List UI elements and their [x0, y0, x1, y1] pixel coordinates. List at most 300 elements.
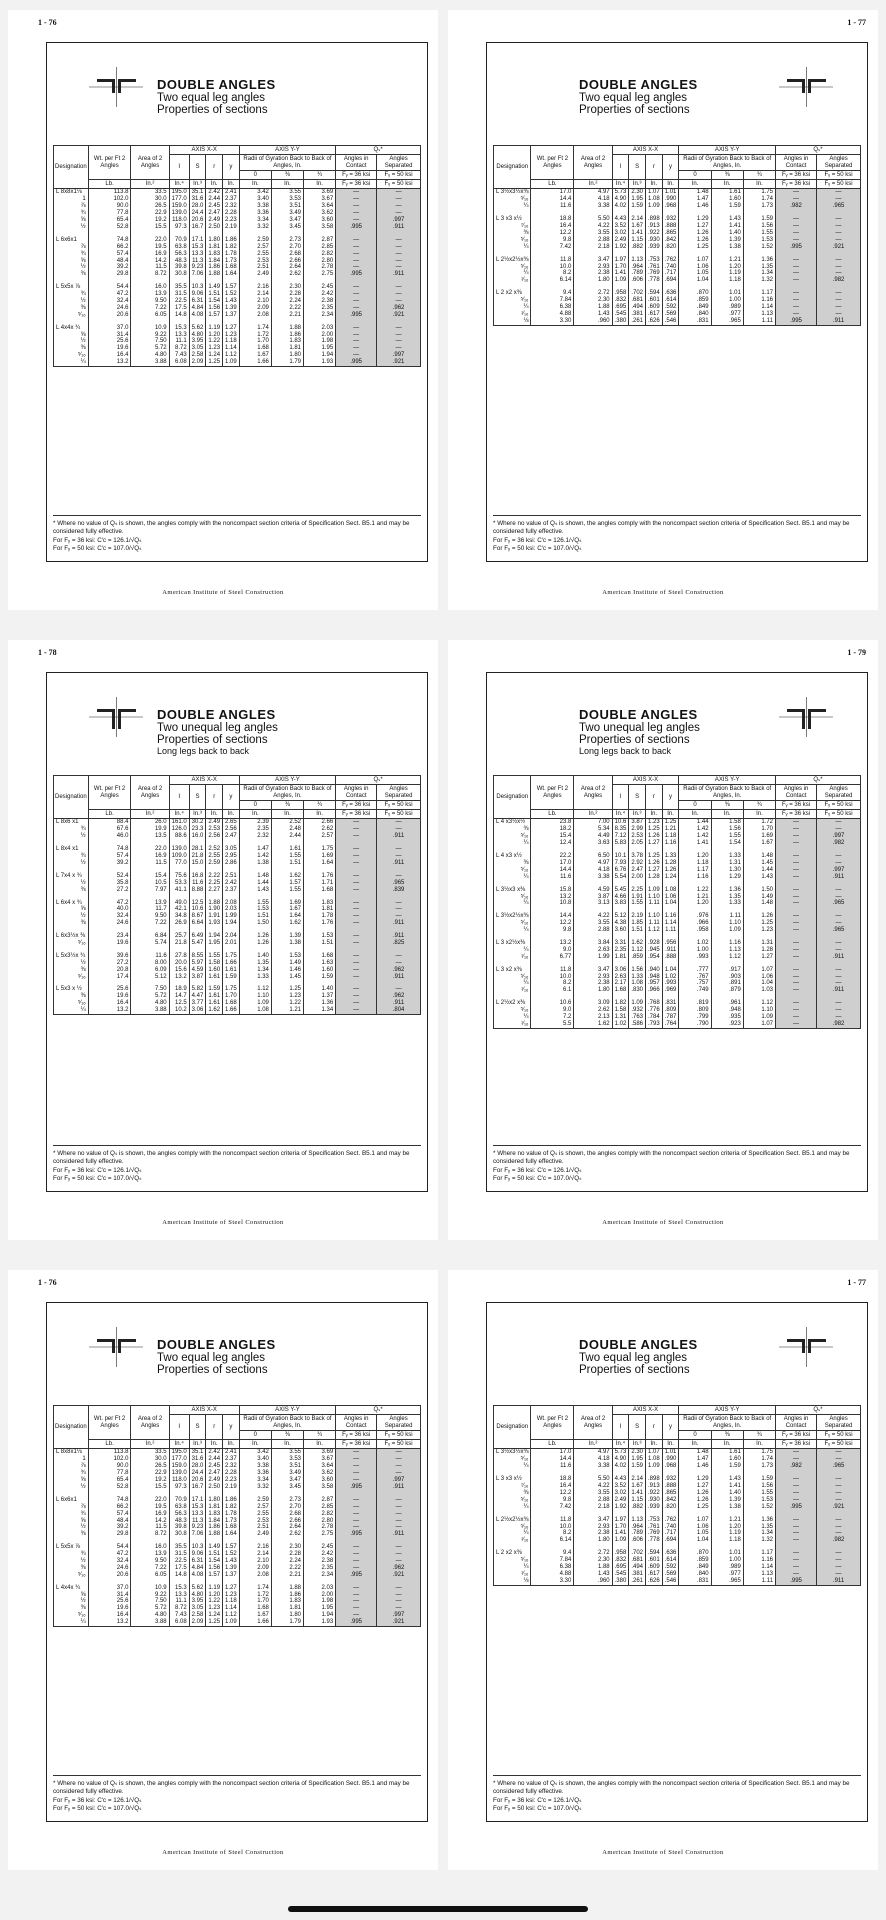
value-cell: 1.23 — [206, 1605, 223, 1612]
value-cell: .958 — [679, 927, 711, 934]
designation-cell: L 2 x2 x⅜ — [494, 1550, 531, 1557]
value-cell: .761 — [646, 1524, 663, 1531]
value-cell: 1.61 — [206, 974, 223, 981]
table-header-cell: In. — [711, 180, 743, 189]
value-cell: .993 — [662, 980, 679, 987]
value-cell: — — [336, 986, 377, 993]
value-cell: 6.76 — [612, 867, 629, 874]
value-cell: — — [776, 1000, 817, 1007]
value-cell: .995 — [776, 1504, 817, 1511]
value-cell: 1.76 — [304, 920, 336, 927]
table-row — [54, 1592, 421, 1599]
value-cell: 3.77 — [189, 1000, 206, 1007]
table-header-cell: Radii of Gyration Back to Back of Angles, In. — [239, 785, 335, 801]
value-cell: — — [817, 311, 861, 318]
value-cell: 1.14 — [223, 1605, 240, 1612]
value-cell: .261 — [629, 318, 646, 325]
value-cell: 14.4 — [531, 913, 574, 920]
value-cell: 19.6 — [88, 1605, 131, 1612]
value-cell: .982 — [817, 840, 861, 847]
value-cell: 4.97 — [574, 1449, 612, 1456]
table-header-cell: In. — [304, 1440, 336, 1449]
designation-cell: ⅜ — [54, 271, 89, 278]
value-cell: .997 — [377, 352, 421, 359]
designation-cell: ⁵⁄₁₆ — [494, 894, 531, 901]
table-row — [494, 1557, 861, 1564]
designation-cell: L 2½x2½x⅜ — [494, 257, 531, 264]
value-cell: 1.27 — [646, 840, 663, 847]
value-cell: 3.34 — [239, 1477, 271, 1484]
value-cell: 14.4 — [531, 1456, 574, 1463]
value-cell: 177.0 — [169, 1456, 189, 1463]
value-cell: — — [336, 1612, 377, 1619]
value-cell: 2.49 — [239, 1531, 271, 1538]
value-cell: .922 — [646, 230, 663, 237]
value-cell: .681 — [629, 297, 646, 304]
value-cell: 11.8 — [531, 967, 574, 974]
value-cell: 35.1 — [189, 1449, 206, 1456]
value-cell: 2.37 — [223, 1456, 240, 1463]
value-cell: .569 — [662, 1571, 679, 1578]
value-cell: 16.7 — [189, 1484, 206, 1491]
value-cell: 30.8 — [169, 271, 189, 278]
value-cell: 25.6 — [88, 1598, 131, 1605]
table-header-cell: Angles Separated — [377, 1415, 421, 1431]
value-cell: 1.39 — [711, 237, 743, 244]
value-cell: .793 — [646, 1021, 663, 1028]
table-row — [54, 967, 421, 974]
footnote-line: For Fᵧ = 50 ksi: C′c = 107.0/√Qₛ — [493, 1174, 582, 1182]
table-header-cell: Angles in Contact — [336, 785, 377, 801]
value-cell: 1.80 — [574, 277, 612, 284]
value-cell: .921 — [817, 1504, 861, 1511]
value-cell: 2.59 — [239, 1497, 271, 1504]
value-cell: 4.08 — [189, 312, 206, 319]
value-cell: 67.6 — [88, 826, 131, 833]
table-row — [54, 1585, 421, 1592]
value-cell: 1.38 — [239, 860, 271, 867]
value-cell: — — [336, 352, 377, 359]
value-cell: — — [377, 1585, 421, 1592]
value-cell: — — [776, 270, 817, 277]
value-cell: 28.1 — [189, 846, 206, 853]
value-cell: — — [776, 1021, 817, 1028]
value-cell: 18.8 — [531, 216, 574, 223]
value-cell: — — [817, 940, 861, 947]
footnote-line: * Where no value of Qₛ is shown, the angles comply with the noncompact section criteria of Specification Sect. B5.1 and may be considered fully effective. — [493, 1780, 850, 1796]
value-cell: — — [336, 819, 377, 826]
value-cell: 31.5 — [169, 291, 189, 298]
value-cell: — — [336, 284, 377, 291]
value-cell: 74.8 — [88, 1497, 131, 1504]
value-cell: 1.62 — [574, 1021, 612, 1028]
table-row — [54, 846, 421, 853]
value-cell: .993 — [679, 954, 711, 961]
designation-cell: ⁵⁄₁₆ — [494, 196, 531, 203]
table-header-cell: In. — [743, 1440, 775, 1449]
value-cell: 1.26 — [239, 933, 271, 940]
table-header-cell: S — [629, 785, 646, 810]
value-cell: 23.4 — [88, 933, 131, 940]
value-cell: .494 — [629, 1564, 646, 1571]
value-cell: — — [776, 277, 817, 284]
value-cell: .911 — [377, 1531, 421, 1538]
designation-cell: L 4x4x ¾ — [54, 325, 89, 332]
heading-subtitle: Two equal leg angles — [157, 1352, 266, 1364]
value-cell: 2.16 — [239, 284, 271, 291]
table-header-cell: Fᵧ = 50 ksi — [817, 1440, 861, 1449]
value-cell: 47.2 — [88, 291, 131, 298]
double-angle-section-icon — [87, 65, 145, 109]
value-cell: 27.2 — [88, 960, 131, 967]
value-cell: — — [817, 304, 861, 311]
value-cell: 31.4 — [88, 332, 131, 339]
value-cell: 20.6 — [88, 312, 131, 319]
value-cell: 3.62 — [304, 210, 336, 217]
value-cell: 1.81 — [271, 345, 303, 352]
page-panel — [8, 640, 438, 1240]
value-cell: 12.2 — [531, 1490, 574, 1497]
value-cell: 1.13 — [743, 1571, 775, 1578]
value-cell: 2.66 — [271, 258, 303, 265]
double-angle-section-icon — [777, 65, 835, 109]
footnote-line: For Fᵧ = 50 ksi: C′c = 107.0/√Qₛ — [53, 544, 142, 552]
table-header-cell: Qₛ* — [336, 1406, 421, 1415]
value-cell: — — [776, 216, 817, 223]
heading-subtitle: Properties of sections — [157, 104, 268, 116]
value-cell: .859 — [679, 1557, 711, 1564]
table-header-cell: In. — [646, 1440, 663, 1449]
table-header-cell: AXIS Y-Y — [679, 1406, 776, 1415]
value-cell: .958 — [612, 290, 629, 297]
value-cell: 1.70 — [612, 1524, 629, 1531]
table-header-cell: Fᵧ = 50 ksi — [377, 170, 421, 179]
value-cell: 1.62 — [271, 920, 303, 927]
value-cell: 1.07 — [679, 1517, 711, 1524]
value-cell: — — [817, 290, 861, 297]
value-cell: 1.82 — [612, 1000, 629, 1007]
value-cell: — — [377, 237, 421, 244]
value-cell: 1.33 — [711, 853, 743, 860]
value-cell: 1.54 — [206, 1558, 223, 1565]
value-cell: 1.88 — [271, 1585, 303, 1592]
value-cell: — — [336, 196, 377, 203]
value-cell: 3.53 — [271, 1456, 303, 1463]
table-row — [494, 277, 861, 284]
value-cell: 21.8 — [169, 940, 189, 947]
value-cell: 15.0 — [189, 860, 206, 867]
value-cell: 1.51 — [206, 1551, 223, 1558]
value-cell: .921 — [377, 1572, 421, 1579]
value-cell: 1.00 — [679, 947, 711, 954]
value-cell: 1.48 — [743, 900, 775, 907]
value-cell: — — [336, 1449, 377, 1456]
value-cell: — — [377, 819, 421, 826]
value-cell: .960 — [574, 318, 612, 325]
value-cell: 13.3 — [169, 1592, 189, 1599]
value-cell: .891 — [711, 980, 743, 987]
table-row — [494, 974, 861, 981]
value-cell: 1.23 — [646, 819, 663, 826]
table-header-cell: Fᵧ = 36 ksi — [336, 1430, 377, 1439]
table-row — [494, 1564, 861, 1571]
designation-cell: ⁳⁄₁₆ — [494, 987, 531, 994]
value-cell: 3.60 — [612, 927, 629, 934]
value-cell: 2.48 — [271, 826, 303, 833]
value-cell: 2.66 — [304, 819, 336, 826]
value-cell: 90.0 — [88, 1463, 131, 1470]
value-cell: — — [776, 819, 817, 826]
value-cell: 11.7 — [131, 906, 169, 913]
page-number: 1 - 78 — [38, 648, 57, 657]
value-cell: 1.97 — [612, 1517, 629, 1524]
value-cell: — — [817, 860, 861, 867]
value-cell: 2.92 — [629, 860, 646, 867]
table-header-cell: y — [662, 155, 679, 180]
value-cell: 1.57 — [223, 284, 240, 291]
value-cell: 1.78 — [304, 913, 336, 920]
value-cell: 2.45 — [206, 1463, 223, 1470]
value-cell: — — [817, 1449, 861, 1456]
value-cell: 1.20 — [206, 332, 223, 339]
value-cell: 2.44 — [206, 196, 223, 203]
value-cell: .982 — [817, 1537, 861, 1544]
value-cell: — — [776, 1490, 817, 1497]
table-row — [54, 1612, 421, 1619]
value-cell: 2.93 — [574, 264, 612, 271]
value-cell: 30.0 — [131, 196, 169, 203]
value-cell: 1.23 — [223, 332, 240, 339]
value-cell: 3.87 — [189, 974, 206, 981]
value-cell: 3.84 — [574, 940, 612, 947]
value-cell: 16.4 — [531, 1483, 574, 1490]
value-cell: 6.08 — [169, 359, 189, 366]
table-header-cell: y — [223, 785, 240, 810]
value-cell: 6.1 — [531, 987, 574, 994]
table-header-cell: Radii of Gyration Back to Back of Angles, In. — [679, 785, 776, 801]
value-cell: 2.88 — [574, 927, 612, 934]
value-cell: .995 — [336, 1484, 377, 1491]
value-cell: 1.41 — [612, 1530, 629, 1537]
value-cell: 2.55 — [206, 853, 223, 860]
value-cell: 1.78 — [223, 1511, 240, 1518]
designation-cell: ¼ — [494, 980, 531, 987]
table-row — [494, 840, 861, 847]
table-header-cell: ⅜ — [271, 800, 303, 809]
value-cell: 1.29 — [679, 1476, 711, 1483]
table-row — [54, 203, 421, 210]
value-cell: 1.68 — [223, 1524, 240, 1531]
table-header-cell: Qₛ* — [776, 776, 861, 785]
designation-cell: ⁵⁄₁₆ — [494, 1497, 531, 1504]
value-cell: 22.9 — [131, 1470, 169, 1477]
value-cell: 5.72 — [131, 345, 169, 352]
value-cell: 1.52 — [223, 291, 240, 298]
table-row — [494, 304, 861, 311]
value-cell: 1.14 — [223, 345, 240, 352]
value-cell: 1.19 — [206, 1585, 223, 1592]
value-cell: 19.5 — [131, 244, 169, 251]
value-cell: 177.0 — [169, 196, 189, 203]
value-cell: .609 — [646, 1564, 663, 1571]
value-cell: 1.36 — [743, 257, 775, 264]
value-cell: — — [336, 258, 377, 265]
value-cell: — — [776, 1517, 817, 1524]
value-cell: — — [377, 906, 421, 913]
value-cell: 3.60 — [304, 1477, 336, 1484]
value-cell: 2.59 — [239, 237, 271, 244]
value-cell: 2.22 — [271, 305, 303, 312]
value-cell: 1.20 — [206, 1592, 223, 1599]
value-cell: 2.18 — [574, 1504, 612, 1511]
value-cell: 3.88 — [131, 359, 169, 366]
value-cell: 2.82 — [304, 1511, 336, 1518]
value-cell: 7.84 — [531, 1557, 574, 1564]
designation-cell: ¾ — [54, 210, 89, 217]
value-cell: 16.7 — [189, 224, 206, 231]
home-indicator[interactable] — [288, 1906, 588, 1912]
value-cell: 22.9 — [131, 210, 169, 217]
table-header-cell: Area of 2 Angles — [131, 146, 169, 180]
designation-cell: ⅛ — [494, 1578, 531, 1585]
value-cell: 1.42 — [679, 826, 711, 833]
value-cell: 1.51 — [304, 940, 336, 947]
value-cell: 20.0 — [169, 960, 189, 967]
value-cell: 1.67 — [271, 906, 303, 913]
value-cell: .695 — [612, 1564, 629, 1571]
table-header-cell: In.³ — [189, 810, 206, 819]
value-cell: 16.4 — [88, 1000, 131, 1007]
value-cell: 1.93 — [304, 359, 336, 366]
value-cell: .913 — [646, 223, 663, 230]
table-header-cell: AXIS X-X — [169, 146, 239, 155]
value-cell: 14.2 — [131, 258, 169, 265]
value-cell: 3.02 — [612, 230, 629, 237]
table-row — [494, 1517, 861, 1524]
value-cell: 2.14 — [629, 216, 646, 223]
table-header-cell: Fᵧ = 50 ksi — [817, 1430, 861, 1439]
table-header-cell: I — [612, 155, 629, 180]
table-row — [494, 264, 861, 271]
value-cell: 66.2 — [88, 1504, 131, 1511]
table-row — [54, 853, 421, 860]
value-cell: .932 — [662, 1476, 679, 1483]
value-cell: 1.75 — [223, 986, 240, 993]
value-cell: 2.44 — [271, 833, 303, 840]
value-cell: 10.2 — [169, 1007, 189, 1014]
value-cell: 1.07 — [743, 1021, 775, 1028]
value-cell: 1.68 — [612, 987, 629, 994]
value-cell: 26.9 — [169, 920, 189, 927]
value-cell: .614 — [662, 1557, 679, 1564]
designation-cell: L 2½x2½x⅜ — [494, 1517, 531, 1524]
value-cell: .820 — [662, 1504, 679, 1511]
value-cell: .911 — [377, 933, 421, 940]
value-cell: .898 — [646, 1476, 663, 1483]
value-cell: 1.08 — [239, 1007, 271, 1014]
value-cell: .965 — [817, 203, 861, 210]
value-cell: 2.57 — [239, 1504, 271, 1511]
value-cell: — — [336, 338, 377, 345]
properties-table — [493, 145, 861, 326]
value-cell: 1.74 — [743, 1456, 775, 1463]
table-header-cell: In.³ — [189, 180, 206, 189]
value-cell: 1.82 — [223, 1504, 240, 1511]
value-cell: 31.6 — [189, 196, 206, 203]
value-cell: — — [817, 257, 861, 264]
value-cell: 26.5 — [131, 1463, 169, 1470]
value-cell: .789 — [629, 270, 646, 277]
value-cell: — — [336, 846, 377, 853]
table-header-cell: Radii of Gyration Back to Back of Angles, In. — [239, 155, 335, 171]
table-header-cell: Fᵧ = 36 ksi — [776, 810, 817, 819]
table-row — [494, 237, 861, 244]
designation-cell: ⅜ — [494, 860, 531, 867]
value-cell: .969 — [662, 987, 679, 994]
heading-title: DOUBLE ANGLES — [157, 77, 276, 92]
value-cell: 11.5 — [131, 860, 169, 867]
value-cell: .840 — [679, 311, 711, 318]
designation-cell: ¾ — [54, 291, 89, 298]
value-cell: 39.2 — [88, 1524, 131, 1531]
value-cell: 2.28 — [223, 1470, 240, 1477]
value-cell: 1.36 — [743, 1517, 775, 1524]
table-header-cell: Fᵧ = 36 ksi — [336, 170, 377, 179]
value-cell: 1.53 — [743, 237, 775, 244]
value-cell: .911 — [662, 947, 679, 954]
value-cell: 2.09 — [239, 305, 271, 312]
value-cell: 54.4 — [88, 284, 131, 291]
designation-cell: L 5x5x ⅞ — [54, 1544, 89, 1551]
value-cell: 102.0 — [88, 1456, 131, 1463]
value-cell: 1.86 — [271, 1592, 303, 1599]
value-cell: 9.23 — [189, 1524, 206, 1531]
table-row — [54, 332, 421, 339]
value-cell: 1.88 — [574, 1564, 612, 1571]
table-row — [54, 1518, 421, 1525]
value-cell: — — [336, 1598, 377, 1605]
value-cell: 57.4 — [88, 1511, 131, 1518]
designation-cell: ⅞ — [54, 244, 89, 251]
value-cell: 1.25 — [646, 826, 663, 833]
value-cell: .799 — [679, 1014, 711, 1021]
table-row — [494, 819, 861, 826]
value-cell: 2.27 — [206, 887, 223, 894]
value-cell: 1.81 — [612, 954, 629, 961]
value-cell: 16.9 — [131, 251, 169, 258]
value-cell: 1.18 — [711, 1537, 743, 1544]
value-cell: 2.17 — [612, 980, 629, 987]
value-cell: 1.57 — [223, 1544, 240, 1551]
value-cell: 1.66 — [223, 1007, 240, 1014]
value-cell: — — [336, 940, 377, 947]
value-cell: 1.33 — [239, 974, 271, 981]
value-cell: 4.18 — [574, 196, 612, 203]
table-header-cell: Qₛ* — [336, 146, 421, 155]
value-cell: .882 — [629, 244, 646, 251]
heading-subtitle: Properties of sections — [579, 1364, 690, 1376]
value-cell: 2.47 — [629, 867, 646, 874]
value-cell: — — [377, 325, 421, 332]
value-cell: 13.3 — [169, 332, 189, 339]
value-cell: 39.6 — [88, 953, 131, 960]
table-header-cell: In.³ — [629, 180, 646, 189]
value-cell: 4.88 — [531, 1571, 574, 1578]
table-row — [54, 264, 421, 271]
value-cell: 2.87 — [304, 237, 336, 244]
value-cell: 1.23 — [206, 345, 223, 352]
value-cell: 33.5 — [131, 1449, 169, 1456]
